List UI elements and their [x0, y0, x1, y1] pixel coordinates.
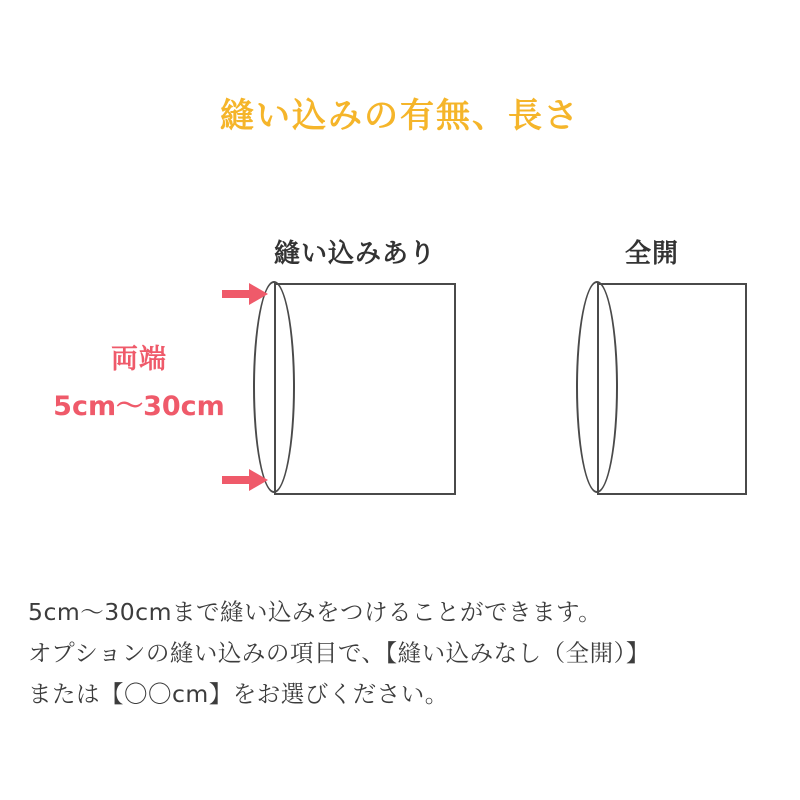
- description-line-1: 5cm〜30cmまで縫い込みをつけることができます。: [28, 598, 603, 626]
- arrow-right-top-icon: [222, 283, 268, 305]
- figure-label-full-open: 全開: [625, 239, 680, 269]
- figure-label-with-seam: 縫い込みあり: [274, 239, 437, 269]
- arrow-head: [249, 283, 268, 305]
- page-title: 縫い込みの有無、長さ: [220, 96, 580, 136]
- arrow-shaft: [222, 290, 252, 298]
- description-line-3: または【〇〇cm】をお選びください。: [28, 680, 449, 708]
- description-line-2: オプションの縫い込みの項目で、【縫い込みなし（全開）】: [28, 639, 650, 667]
- cylinder-end-ellipse: [253, 281, 295, 493]
- cylinder-with-seam: [274, 283, 456, 495]
- cylinder-full-open: [597, 283, 747, 495]
- measurement-range: 5cm〜30cm: [53, 391, 225, 423]
- arrow-right-bottom-icon: [222, 469, 268, 491]
- cylinder-body: [597, 283, 747, 495]
- measurement-label: 両端: [111, 344, 167, 375]
- cylinder-end-ellipse: [576, 281, 618, 493]
- measurement-note: [28, 340, 250, 426]
- arrow-head: [249, 469, 268, 491]
- description-text: [28, 592, 776, 715]
- cylinder-body: [274, 283, 456, 495]
- arrow-shaft: [222, 476, 252, 484]
